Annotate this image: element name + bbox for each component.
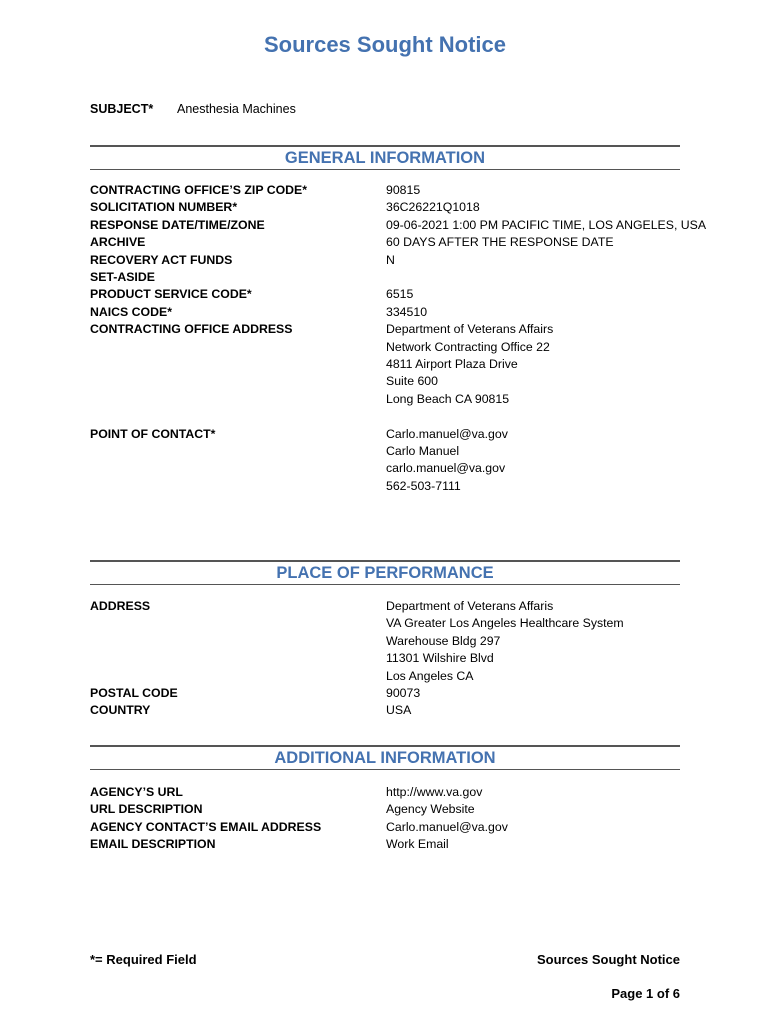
- field-label: AGENCY CONTACT’S EMAIL ADDRESS: [90, 819, 322, 834]
- field-row: [90, 801, 710, 818]
- field-row: [90, 685, 710, 702]
- field-value: Long Beach CA 90815: [386, 391, 510, 406]
- field-label: COUNTRY: [90, 703, 151, 718]
- field-label: RESPONSE DATE/TIME/ZONE: [90, 217, 265, 232]
- field-value: Agency Website: [386, 802, 475, 817]
- field-label: NAICS CODE*: [90, 304, 172, 319]
- field-row: [90, 836, 710, 853]
- field-value: [386, 269, 710, 286]
- field-label: PRODUCT SERVICE CODE*: [90, 287, 252, 302]
- field-value: 09-06-2021 1:00 PM PACIFIC TIME, LOS ANGELES, USA: [386, 217, 707, 232]
- divider: [90, 584, 680, 585]
- general-information-fields: [90, 182, 710, 495]
- field-value: Warehouse Bldg 297: [386, 633, 501, 648]
- field-label: POSTAL CODE: [90, 686, 178, 701]
- field-row: [90, 321, 710, 338]
- field-value: 36C26221Q1018: [386, 200, 480, 215]
- section-heading: GENERAL INFORMATION: [284, 149, 486, 167]
- field-value: Carlo Manuel: [386, 444, 460, 459]
- footer-doc-title: Sources Sought Notice: [536, 952, 680, 967]
- page-title: Sources Sought Notice: [263, 32, 507, 57]
- field-value: Los Angeles CA: [386, 668, 474, 683]
- additional-information-fields: [90, 784, 710, 854]
- field-row: [90, 304, 710, 321]
- field-value: 562-503-7111: [386, 478, 461, 493]
- field-row: [90, 286, 710, 303]
- field-value: USA: [386, 703, 412, 718]
- field-label: EMAIL DESCRIPTION: [90, 837, 216, 852]
- field-value: Carlo.manuel@va.gov: [386, 426, 508, 441]
- field-row: [90, 478, 710, 495]
- subject-row: [90, 102, 296, 116]
- field-row: [90, 819, 710, 836]
- place-of-performance-fields: [90, 598, 710, 720]
- field-row: [90, 633, 710, 650]
- field-row: [90, 650, 710, 667]
- field-value: 334510: [386, 304, 428, 319]
- field-label: URL DESCRIPTION: [90, 802, 203, 817]
- field-value: Network Contracting Office 22: [386, 339, 550, 354]
- field-value: 60 DAYS AFTER THE RESPONSE DATE: [386, 235, 614, 250]
- field-row: [90, 234, 710, 251]
- field-label: CONTRACTING OFFICE ADDRESS: [90, 322, 293, 337]
- field-row: [90, 426, 710, 443]
- required-field-note: *= Required Field: [90, 952, 197, 967]
- field-value: 4811 Airport Plaza Drive: [386, 357, 518, 372]
- field-label: CONTRACTING OFFICE’S ZIP CODE*: [90, 183, 308, 197]
- subject-value: Anesthesia Machines: [177, 102, 296, 116]
- field-label: AGENCY’S URL: [90, 785, 183, 799]
- field-value: Suite 600: [386, 374, 438, 389]
- field-value: Department of Veterans Affaris: [386, 599, 554, 613]
- field-row: [90, 339, 710, 356]
- field-value: N: [386, 252, 395, 267]
- field-row: [90, 252, 710, 269]
- field-row: [90, 443, 710, 460]
- field-label: ARCHIVE: [90, 235, 146, 250]
- agency-url-link[interactable]: http://www.va.gov: [386, 785, 483, 799]
- field-label: POINT OF CONTACT*: [90, 426, 216, 441]
- field-row: [90, 702, 710, 719]
- field-row: [90, 668, 710, 685]
- field-row: [90, 615, 710, 632]
- place-of-performance-header: [90, 560, 680, 585]
- field-value: 90815: [386, 183, 421, 197]
- field-value: carlo.manuel@va.gov: [386, 461, 506, 476]
- field-label: SOLICITATION NUMBER*: [90, 200, 238, 215]
- field-value: 6515: [386, 287, 414, 302]
- subject-label: SUBJECT*: [90, 102, 154, 116]
- field-label: RECOVERY ACT FUNDS: [90, 252, 233, 267]
- field-value: 90073: [386, 686, 421, 701]
- field-value: Department of Veterans Affairs: [386, 322, 554, 337]
- field-row: [90, 217, 710, 234]
- field-row: [90, 391, 710, 408]
- field-label: ADDRESS: [90, 599, 151, 613]
- field-row: [90, 356, 710, 373]
- general-information-header: [90, 145, 680, 170]
- field-value: 11301 Wilshire Blvd: [386, 651, 494, 666]
- field-value: Work Email: [386, 837, 449, 852]
- field-row: [90, 460, 710, 477]
- divider: [90, 169, 680, 170]
- field-value: VA Greater Los Angeles Healthcare System: [386, 616, 624, 631]
- divider: [90, 769, 680, 770]
- field-row: [90, 199, 710, 216]
- field-label: SET-ASIDE: [90, 270, 155, 285]
- field-row: [90, 182, 710, 199]
- agency-email-link[interactable]: Carlo.manuel@va.gov: [386, 819, 508, 834]
- field-row: [90, 784, 710, 801]
- section-heading: ADDITIONAL INFORMATION: [274, 749, 496, 767]
- field-row: [90, 373, 710, 390]
- field-row: [90, 269, 710, 286]
- additional-information-header: [90, 745, 680, 770]
- section-heading: PLACE OF PERFORMANCE: [276, 564, 494, 582]
- field-row: [90, 598, 710, 615]
- page-number: Page 1 of 6: [611, 986, 680, 1001]
